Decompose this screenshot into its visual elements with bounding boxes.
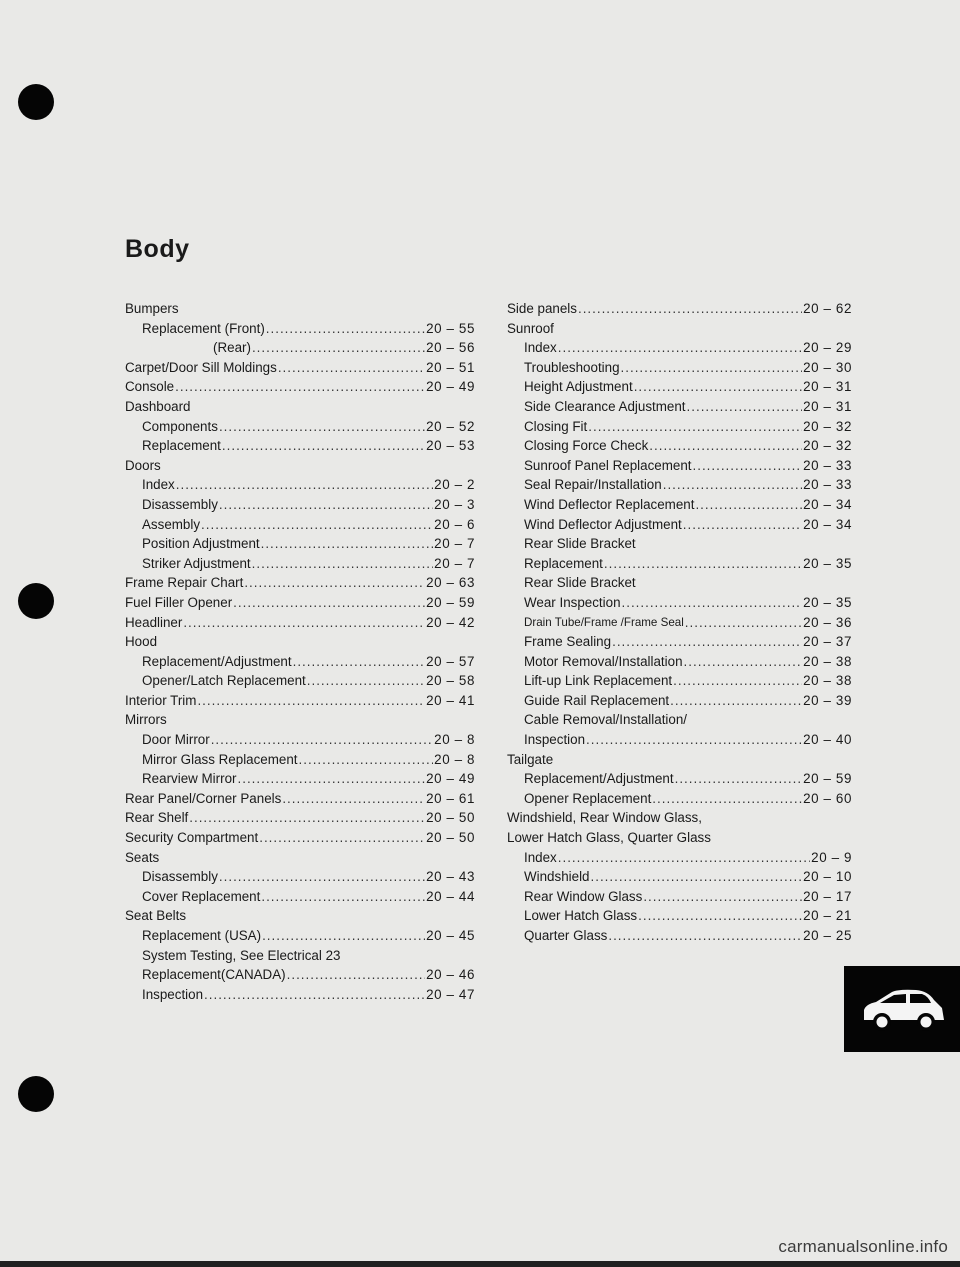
dot-leader: [638, 906, 802, 926]
entry-label: Tailgate: [507, 751, 554, 767]
dot-leader: [621, 358, 803, 378]
index-entry: [507, 436, 852, 456]
index-entry: [507, 554, 852, 574]
watermark: carmanualsonline.info: [778, 1237, 948, 1256]
dot-leader: [259, 828, 425, 848]
entry-page: 20 – 37: [803, 634, 852, 650]
index-entry: [125, 730, 475, 750]
dot-leader: [204, 985, 425, 1005]
index-entry: [125, 632, 475, 652]
index-entry: [507, 691, 852, 711]
index-entry: [125, 554, 475, 574]
index-entry: [125, 769, 475, 789]
entry-page: 20 – 9: [811, 849, 852, 865]
entry-label: Troubleshooting: [524, 359, 620, 375]
dot-leader: [643, 887, 802, 907]
entry-label: Height Adjustment: [524, 379, 633, 395]
index-entry: [507, 926, 852, 946]
dot-leader: [266, 319, 425, 339]
entry-label: Inspection: [142, 986, 204, 1002]
dot-leader: [183, 613, 425, 633]
entry-label: Lower Hatch Glass: [524, 908, 638, 924]
index-entry: [125, 436, 475, 456]
footer-bar: [0, 1261, 960, 1267]
entry-label: Door Mirror: [142, 732, 210, 748]
entry-page: 20 – 36: [803, 614, 852, 630]
entry-page: 20 – 49: [426, 379, 475, 395]
entry-label: Windshield: [524, 869, 590, 885]
index-entry: [507, 887, 852, 907]
dot-leader: [608, 926, 802, 946]
dot-leader: [649, 436, 802, 456]
entry-label: Dashboard: [125, 398, 191, 414]
entry-label: Assembly: [142, 516, 201, 532]
dot-leader: [219, 495, 433, 515]
entry-label: Replacement: [524, 555, 603, 571]
dot-leader: [201, 515, 433, 535]
entry-label: Wear Inspection: [524, 594, 621, 610]
entry-page: 20 – 38: [803, 673, 852, 689]
dot-leader: [558, 848, 810, 868]
entry-page: 20 – 8: [434, 751, 475, 767]
entry-label: Seal Repair/Installation: [524, 477, 662, 493]
entry-page: 20 – 55: [426, 320, 475, 336]
entry-page: 20 – 40: [803, 732, 852, 748]
entry-label: Rearview Mirror: [142, 771, 237, 787]
index-column-right: [507, 299, 852, 946]
index-entry: [125, 377, 475, 397]
index-entry: [507, 730, 852, 750]
entry-page: 20 – 42: [426, 614, 475, 630]
entry-label: Replacement/Adjustment: [142, 653, 292, 669]
dot-leader: [652, 789, 802, 809]
dot-leader: [675, 769, 803, 789]
entry-label: Rear Panel/Corner Panels: [125, 790, 282, 806]
binder-hole: [18, 1076, 54, 1112]
page-title: Body: [125, 235, 190, 263]
dot-leader: [293, 652, 426, 672]
index-entry: [507, 573, 852, 593]
entry-page: 20 – 34: [803, 516, 852, 532]
entry-label: Wind Deflector Adjustment: [524, 516, 682, 532]
entry-label: Components: [142, 418, 218, 434]
index-entry: [507, 358, 852, 378]
binder-hole: [18, 84, 54, 120]
dot-leader: [591, 867, 803, 887]
index-entry: [125, 613, 475, 633]
dot-leader: [222, 436, 425, 456]
index-entry: [125, 808, 475, 828]
entry-label: Quarter Glass: [524, 928, 608, 943]
entry-page: 20 – 10: [803, 869, 852, 885]
dot-leader: [307, 671, 425, 691]
entry-page: 20 – 52: [426, 418, 475, 434]
dot-leader: [219, 417, 425, 437]
entry-label: Lower Hatch Glass, Quarter Glass: [507, 830, 711, 846]
dot-leader: [189, 808, 425, 828]
index-entry: [125, 691, 475, 711]
dot-leader: [252, 554, 434, 574]
entry-label: Opener/Latch Replacement: [142, 673, 306, 689]
entry-page: 20 – 57: [426, 653, 475, 669]
dot-leader: [262, 926, 425, 946]
entry-label: Striker Adjustment: [142, 555, 251, 571]
entry-label: Closing Fit: [524, 418, 588, 434]
entry-label: Disassembly: [142, 869, 218, 885]
index-entry: [125, 926, 475, 946]
dot-leader: [588, 417, 802, 437]
entry-label: Hood: [125, 634, 158, 650]
index-entry: [125, 965, 475, 985]
entry-page: 20 – 53: [426, 438, 475, 454]
index-entry: [507, 377, 852, 397]
entry-label: Side panels: [507, 301, 577, 316]
dot-leader: [604, 554, 802, 574]
entry-label: Frame Repair Chart: [125, 575, 244, 591]
entry-page: 20 – 39: [803, 692, 852, 708]
entry-page: 20 – 56: [426, 340, 475, 356]
entry-label: Security Compartment: [125, 830, 259, 846]
index-entry: [507, 828, 852, 848]
entry-label: (Rear): [213, 340, 251, 356]
dot-leader: [176, 475, 433, 495]
index-entry: [507, 848, 852, 868]
index-entry: [125, 593, 475, 613]
entry-label: Wind Deflector Replacement: [524, 496, 695, 512]
entry-label: Inspection: [524, 732, 586, 748]
entry-label: Opener Replacement: [524, 790, 652, 806]
entry-label: Rear Slide Bracket: [524, 575, 636, 591]
index-entry: [125, 906, 475, 926]
index-entry: [125, 887, 475, 907]
entry-page: 20 – 49: [426, 771, 475, 787]
entry-label: Replacement/Adjustment: [524, 771, 674, 787]
dot-leader: [211, 730, 433, 750]
entry-label: Replacement: [142, 438, 221, 454]
index-entry: [125, 789, 475, 809]
entry-page: 20 – 46: [426, 967, 475, 983]
dot-leader: [252, 338, 425, 358]
entry-page: 20 – 2: [434, 477, 475, 493]
entry-label: Rear Window Glass: [524, 888, 643, 904]
dot-leader: [238, 769, 426, 789]
index-entry: [507, 299, 852, 319]
entry-page: 20 – 33: [803, 477, 852, 493]
index-entry: [507, 495, 852, 515]
index-entry: [125, 848, 475, 868]
entry-page: 20 – 38: [803, 653, 852, 669]
entry-page: 20 – 34: [803, 496, 852, 512]
index-entry: [125, 417, 475, 437]
entry-page: 20 – 45: [426, 928, 475, 943]
entry-label: Bumpers: [125, 301, 179, 316]
index-entry: [125, 534, 475, 554]
entry-label: Closing Force Check: [524, 438, 649, 454]
index-entry: [507, 906, 852, 926]
index-entry: [507, 417, 852, 437]
index-entry: [125, 652, 475, 672]
dot-leader: [684, 652, 803, 672]
index-entry: [125, 397, 475, 417]
entry-page: 20 – 7: [434, 536, 475, 552]
dot-leader: [622, 593, 803, 613]
entry-page: 20 – 43: [426, 869, 475, 885]
dot-leader: [278, 358, 425, 378]
index-entry: [507, 338, 852, 358]
index-entry: [507, 475, 852, 495]
dot-leader: [673, 671, 802, 691]
entry-label: Interior Trim: [125, 692, 197, 708]
dot-leader: [663, 475, 802, 495]
entry-label: Index: [142, 477, 175, 493]
dot-leader: [695, 495, 802, 515]
dot-leader: [244, 573, 425, 593]
dot-leader: [282, 789, 425, 809]
dot-leader: [261, 534, 434, 554]
index-entry: [507, 808, 852, 828]
entry-page: 20 – 7: [434, 555, 475, 571]
entry-page: 20 – 41: [426, 692, 475, 708]
binder-hole: [18, 583, 54, 619]
entry-label: Replacement (USA): [142, 928, 262, 943]
dot-leader: [578, 299, 802, 319]
entry-page: 20 – 62: [803, 301, 852, 316]
entry-label: Mirrors: [125, 712, 167, 728]
entry-page: 20 – 63: [426, 575, 475, 591]
entry-page: 20 – 59: [803, 771, 852, 787]
index-entry: [125, 515, 475, 535]
index-entry: [125, 319, 475, 339]
entry-page: 20 – 35: [803, 555, 852, 571]
index-entry: [507, 593, 852, 613]
index-entry: [507, 769, 852, 789]
index-entry: [507, 319, 852, 339]
index-entry: [125, 338, 475, 358]
entry-page: 20 – 58: [426, 673, 475, 689]
entry-label: Rear Slide Bracket: [524, 536, 636, 552]
index-entry: [125, 828, 475, 848]
index-entry: [125, 456, 475, 476]
dot-leader: [687, 397, 803, 417]
entry-page: 20 – 8: [434, 732, 475, 748]
dot-leader: [261, 887, 425, 907]
entry-page: 20 – 33: [803, 457, 852, 473]
index-entry: [507, 652, 852, 672]
entry-page: 20 – 17: [803, 888, 852, 904]
dot-leader: [219, 867, 425, 887]
section-tab: [844, 966, 960, 1052]
entry-label: Drain Tube/Frame /Frame Seal: [524, 615, 684, 629]
entry-page: 20 – 31: [803, 379, 852, 395]
entry-label: Index: [524, 340, 557, 356]
dot-leader: [197, 691, 425, 711]
entry-page: 20 – 50: [426, 830, 475, 846]
dot-leader: [558, 338, 802, 358]
entry-label: Mirror Glass Replacement: [142, 751, 298, 767]
entry-label: Index: [524, 849, 557, 865]
index-entry: [125, 358, 475, 378]
entry-label: Position Adjustment: [142, 536, 260, 552]
dot-leader: [612, 632, 802, 652]
entry-label: Console: [125, 379, 175, 395]
dot-leader: [634, 377, 802, 397]
index-entry: [125, 475, 475, 495]
index-entry: [125, 671, 475, 691]
index-entry: [125, 710, 475, 730]
entry-label: Headliner: [125, 614, 183, 630]
entry-label: Fuel Filler Opener: [125, 594, 233, 610]
index-entry: [507, 789, 852, 809]
dot-leader: [175, 377, 425, 397]
entry-label: Replacement(CANADA): [142, 967, 286, 983]
entry-label: Lift-up Link Replacement: [524, 673, 673, 689]
index-entry: [507, 632, 852, 652]
index-entry: [125, 299, 475, 319]
entry-label: Sunroof: [507, 320, 554, 336]
entry-page: 20 – 44: [426, 888, 475, 904]
entry-page: 20 – 35: [803, 594, 852, 610]
index-entry: [125, 495, 475, 515]
entry-label: Doors: [125, 457, 161, 473]
index-entry: [125, 985, 475, 1005]
index-entry: [125, 750, 475, 770]
entry-label: Carpet/Door Sill Moldings: [125, 359, 277, 375]
index-entry: [507, 710, 852, 730]
dot-leader: [685, 613, 802, 633]
index-entry: [507, 456, 852, 476]
dot-leader: [586, 730, 802, 750]
entry-label: Motor Removal/Installation: [524, 653, 683, 669]
entry-page: 20 – 21: [803, 908, 852, 924]
index-entry: [507, 671, 852, 691]
entry-page: 20 – 47: [426, 986, 475, 1002]
entry-label: Guide Rail Replacement: [524, 692, 670, 708]
index-entry: [507, 750, 852, 770]
entry-label: System Testing, See Electrical 23: [142, 947, 341, 963]
entry-label: Side Clearance Adjustment: [524, 398, 686, 414]
entry-page: 20 – 61: [426, 790, 475, 806]
index-entry: [125, 946, 475, 966]
entry-page: 20 – 59: [426, 594, 475, 610]
entry-page: 20 – 31: [803, 398, 852, 414]
dot-leader: [233, 593, 425, 613]
entry-label: Disassembly: [142, 496, 218, 512]
entry-page: 20 – 60: [803, 790, 852, 806]
entry-label: Cable Removal/Installation/: [524, 712, 688, 728]
entry-label: Cover Replacement: [142, 888, 261, 904]
dot-leader: [287, 965, 425, 985]
dot-leader: [670, 691, 802, 711]
entry-page: 20 – 29: [803, 340, 852, 356]
index-entry: [507, 867, 852, 887]
index-entry: [507, 515, 852, 535]
entry-label: Replacement (Front): [142, 320, 265, 336]
dot-leader: [299, 750, 434, 770]
index-entry: [507, 613, 852, 633]
entry-page: 20 – 25: [803, 928, 852, 943]
entry-label: Windshield, Rear Window Glass,: [507, 810, 702, 826]
index-column-left: [125, 299, 475, 1004]
dot-leader: [693, 456, 803, 476]
car-hatchback-icon: [858, 986, 948, 1034]
dot-leader: [683, 515, 802, 535]
index-entry: [507, 534, 852, 554]
entry-label: Frame Sealing: [524, 634, 612, 650]
entry-page: 20 – 32: [803, 438, 852, 454]
entry-page: 20 – 51: [426, 359, 475, 375]
entry-page: 20 – 3: [434, 496, 475, 512]
index-entry: [125, 867, 475, 887]
entry-page: 20 – 32: [803, 418, 852, 434]
entry-page: 20 – 30: [803, 359, 852, 375]
index-entry: [125, 573, 475, 593]
entry-page: 20 – 50: [426, 810, 475, 826]
entry-label: Seat Belts: [125, 908, 187, 924]
index-entry: [507, 397, 852, 417]
entry-label: Sunroof Panel Replacement: [524, 457, 692, 473]
entry-label: Seats: [125, 849, 160, 865]
entry-label: Rear Shelf: [125, 810, 189, 826]
entry-page: 20 – 6: [434, 516, 475, 532]
